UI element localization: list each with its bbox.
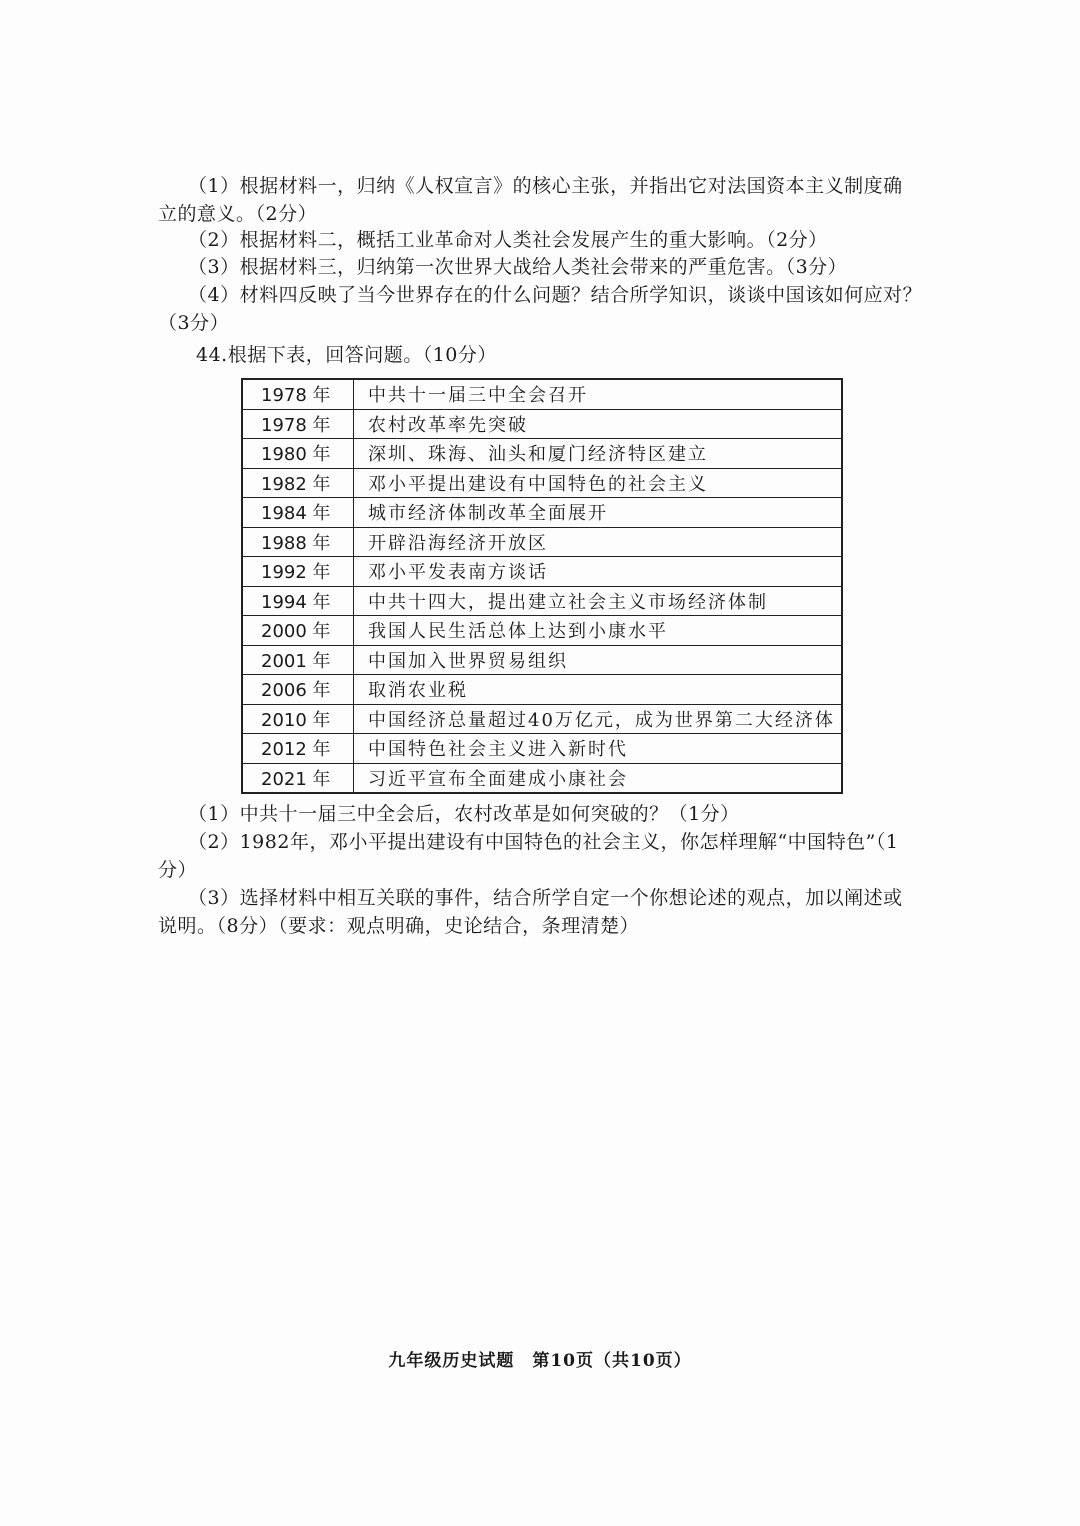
q44-heading: 44.根据下表，回答问题。（10分） [196, 344, 497, 366]
event-cell: 邓小平发表南方谈话 [354, 557, 843, 587]
event-cell: 我国人民生活总体上达到小康水平 [354, 616, 843, 646]
event-cell: 邓小平提出建设有中国特色的社会主义 [354, 468, 843, 498]
q44-sub3-line2: 说明。（8分）（要求：观点明确，史论结合，条理清楚） [158, 915, 640, 937]
year-cell: 1978 年 [242, 379, 354, 409]
year-cell: 2021 年 [242, 763, 354, 793]
q43-sub1-line2: 立的意义。（2分） [158, 203, 318, 225]
year-cell: 2006 年 [242, 675, 354, 705]
table-row [242, 734, 842, 764]
year-cell: 2010 年 [242, 704, 354, 734]
table-row [242, 379, 842, 409]
table-row [242, 586, 842, 616]
event-cell: 深圳、珠海、汕头和厦门经济特区建立 [354, 439, 843, 469]
q44-sub2-line1: （2）1982年，邓小平提出建设有中国特色的社会主义，你怎样理解“中国特色”（1 [188, 831, 899, 853]
page-footer: 九年级历史试题 第10页（共10页） [388, 1351, 692, 1371]
q43-sub1-line1: （1）根据材料一，归纳《人权宣言》的核心主张，并指出它对法国资本主义制度确 [188, 175, 903, 197]
event-cell: 取消农业税 [354, 675, 843, 705]
event-cell: 开辟沿海经济开放区 [354, 527, 843, 557]
year-cell: 1994 年 [242, 586, 354, 616]
history-events-table [241, 378, 843, 794]
q43-sub4-line1: （4）材料四反映了当今世界存在的什么问题？结合所学知识，谈谈中国该如何应对？ [188, 284, 923, 306]
q44-sub3-line1: （3）选择材料中相互关联的事件，结合所学自定一个你想论述的观点，加以阐述或 [188, 887, 903, 909]
q43-sub4-line2: （3分） [158, 312, 230, 334]
event-cell: 中共十一届三中全会召开 [354, 379, 843, 409]
year-cell: 1984 年 [242, 498, 354, 528]
year-cell: 2000 年 [242, 616, 354, 646]
table-row [242, 409, 842, 439]
event-cell: 习近平宣布全面建成小康社会 [354, 763, 843, 793]
q43-sub2: （2）根据材料二，概括工业革命对人类社会发展产生的重大影响。（2分） [188, 229, 828, 251]
event-cell: 中国特色社会主义进入新时代 [354, 734, 843, 764]
table-row [242, 616, 842, 646]
table-row [242, 763, 842, 793]
year-cell: 1978 年 [242, 409, 354, 439]
event-cell: 农村改革率先突破 [354, 409, 843, 439]
year-cell: 2001 年 [242, 645, 354, 675]
table-row [242, 527, 842, 557]
table-row [242, 498, 842, 528]
table-row [242, 645, 842, 675]
table-row [242, 439, 842, 469]
table-row [242, 557, 842, 587]
table-row [242, 468, 842, 498]
event-cell: 城市经济体制改革全面展开 [354, 498, 843, 528]
event-cell: 中国经济总量超过40万亿元，成为世界第二大经济体 [354, 704, 843, 734]
year-cell: 1992 年 [242, 557, 354, 587]
event-cell: 中共十四大，提出建立社会主义市场经济体制 [354, 586, 843, 616]
table-row [242, 675, 842, 705]
event-cell: 中国加入世界贸易组织 [354, 645, 843, 675]
q44-sub1: （1）中共十一届三中全会后，农村改革是如何突破的？（1分） [188, 803, 740, 825]
year-cell: 1988 年 [242, 527, 354, 557]
year-cell: 1982 年 [242, 468, 354, 498]
year-cell: 1980 年 [242, 439, 354, 469]
q43-sub3: （3）根据材料三，归纳第一次世界大战给人类社会带来的严重危害。（3分） [188, 256, 848, 278]
q44-sub2-line2: 分） [158, 859, 198, 881]
year-cell: 2012 年 [242, 734, 354, 764]
table-row [242, 704, 842, 734]
